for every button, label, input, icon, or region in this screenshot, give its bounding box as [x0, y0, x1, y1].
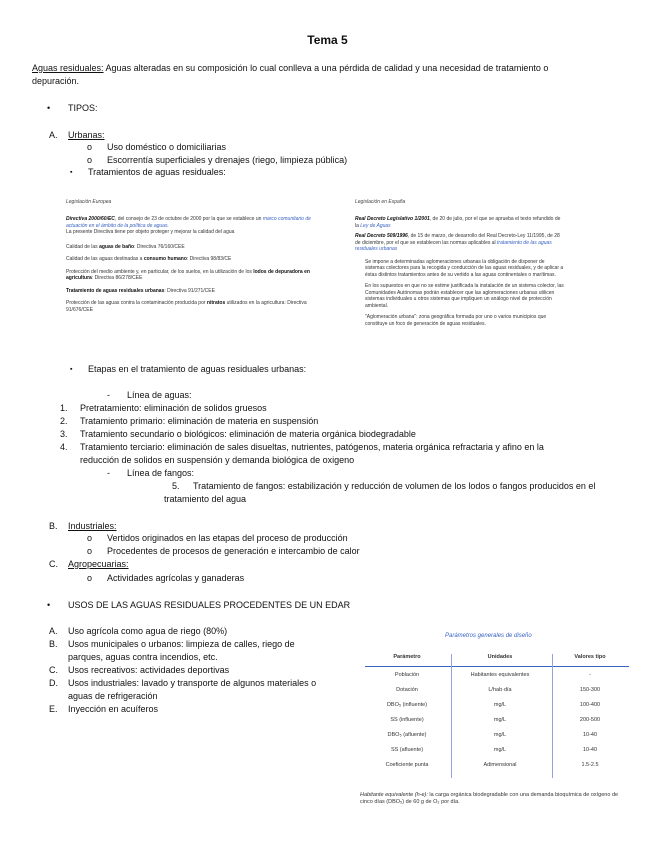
step-item: Tratamiento primario: eliminación de materia en suspensión — [80, 416, 319, 426]
intro-term: Aguas residuales: — [32, 63, 104, 73]
industriales-item: Procedentes de procesos de generación e intercambio de calor — [107, 546, 360, 556]
table-row — [365, 682, 629, 697]
table-cell: mg/L — [493, 717, 507, 723]
legislacion-europea — [66, 199, 311, 313]
linea-aguas: Línea de aguas: — [127, 390, 192, 400]
usos-marker: C. — [49, 665, 58, 675]
table-cell: mg/L — [493, 702, 507, 708]
usos-bullet: • — [47, 600, 51, 610]
rd-1-2001: Real Decreto Legislativo 1/2001, de 20 de julio, por el que se aprueba el texto refundido de la Ley de Aguas — [355, 216, 561, 229]
linea-fangos: Línea de fangos: — [127, 468, 195, 478]
usos-heading: USOS DE LAS AGUAS RESIDUALES PROCEDENTES DE UN EDAR — [68, 600, 351, 610]
step-item: Pretratamiento: eliminación de solidos gruesos — [80, 403, 267, 413]
page-title: Tema 5 — [307, 33, 348, 47]
list-bullet: o — [87, 546, 93, 556]
usos-item: Inyección en acuíferos — [68, 704, 159, 714]
usos-item: Usos recreativos: actividades deportivas — [68, 665, 230, 675]
directiva-urbanas: Tratamiento de aguas residuales urbanas: Directiva 91/271/CEE — [66, 287, 215, 294]
tipos-bullet: • — [47, 103, 51, 113]
directiva-consumo: Calidad de las aguas destinadas a consumo humano: Directiva 98/83/CE — [66, 256, 232, 262]
usos-item: Usos industriales: lavado y transporte de algunos materiales o — [68, 678, 317, 688]
step-item: Tratamiento de fangos: estabilización y reducción de volumen de los lodos o fangos producidos en el — [193, 481, 596, 491]
step-number: 4. — [60, 442, 68, 452]
directiva-2000-paragraph: Directiva 2000/60/EC, del consejo de 23 de octubre de 2000 por la que se establece un marco comunitario de actuación en el ámbito de la política de aguas. La presente Directiva tiene por objeto proteger y mejorar la calidad del agua — [66, 216, 311, 235]
table-cell: DBO₅ (afluente) — [387, 732, 427, 738]
table-cell: Coeficiente punta — [385, 762, 429, 768]
square-bullet: ▪ — [70, 366, 73, 373]
legislacion-espana-header: Legislación en España — [355, 199, 406, 205]
table-cell: 1.5-2.5 — [581, 762, 599, 768]
directiva-lodos: Protección del medio ambiente y, en particular, de los suelos, en la utilización de los lodos de depuradora en agricultura: Directiva 86/278/CEE — [66, 268, 310, 281]
step-item-continuation: tratamiento del agua — [164, 494, 247, 504]
directiva-nitratos: Protección de las aguas contra la contaminación producida por nitratos utilizados en la agricultura: Directiva 91/676/CEE — [66, 300, 307, 313]
dash-bullet: - — [107, 390, 110, 400]
directiva-bano: Calidad de las aguas de baño: Directiva 76/160/CEE — [66, 243, 185, 250]
rd-509-1996: Real Decreto 509/1996, de 15 de marzo, de desarrollo del Real Decreto-Ley 11/1995, de 28 de diciembre, por el que se establecen las normas aplicables al tratamiento de las aguas residuales urbanas — [355, 233, 560, 252]
etapas-label: Etapas en el tratamiento de aguas residuales urbanas: — [88, 364, 307, 374]
step-number: 1. — [60, 403, 68, 413]
table-row — [365, 727, 629, 742]
urbanas-marker: A. — [49, 130, 58, 140]
table-cell: 150-300 — [579, 687, 601, 693]
table-header: Unidades — [449, 651, 551, 667]
square-bullet: ▪ — [70, 169, 73, 176]
espana-aglomeracion: "Aglomeración urbana": zona geográfica formada por uno o varios municipios que constituye un foco de generación de aguas residuales. — [365, 314, 547, 327]
table-cell: Adimensional — [483, 762, 517, 768]
table-row — [365, 667, 629, 683]
urbanas-item: Escorrentía superficiales y drenajes (riego, limpieza pública) — [107, 155, 348, 165]
table-cell: Dotación — [396, 687, 418, 693]
usos-item: Usos municipales o urbanos: limpieza de calles, riego de — [68, 639, 295, 649]
step-item: Tratamiento terciario: eliminación de sales disueltas, nutrientes, patógenos, materia orgánica refractaria y afino en la — [80, 442, 544, 452]
usos-marker: E. — [49, 704, 58, 714]
espana-supuestos: En los supuestos en que no se estime justificada la instalación de un sistema colector, las Comunidades Autónomas podrán establecer que las aglomeraciones urbanas utilicen sistemas individuales u otros sistemas que impliquen un análogo nivel de protección ambiental. — [365, 283, 564, 309]
table-row — [365, 742, 629, 757]
table-cell: 100-400 — [579, 702, 601, 708]
table-divider — [552, 654, 553, 778]
table-row — [365, 697, 629, 712]
urbanas-label: Urbanas: — [68, 130, 105, 140]
urbanas-item: Uso doméstico o domiciliarias — [107, 142, 227, 152]
design-table — [365, 651, 629, 772]
table-cell: Población — [394, 672, 420, 678]
dash-bullet: - — [107, 468, 110, 478]
table-cell: SS (afluente) — [390, 747, 424, 753]
intro-line2: depuración. — [32, 76, 80, 86]
industriales-marker: B. — [49, 521, 58, 531]
table-cell: DBO₅ (influente) — [386, 702, 428, 708]
design-table-caption: Parámetros generales de diseño — [445, 633, 532, 639]
industriales-label: Industriales: — [68, 521, 117, 531]
list-bullet: o — [87, 533, 93, 543]
list-bullet: o — [87, 155, 93, 165]
table-divider — [451, 654, 452, 778]
usos-marker: D. — [49, 678, 58, 688]
usos-item-continuation: parques, aguas contra incendios, etc. — [68, 652, 218, 662]
step-item: Tratamiento secundario o biológicos: eliminación de materia orgánica biodegradable — [80, 429, 416, 439]
step-number: 2. — [60, 416, 68, 426]
treatment-label: Tratamientos de aguas residuales: — [88, 167, 226, 177]
table-cell: 10-40 — [582, 747, 598, 753]
usos-marker: B. — [49, 639, 58, 649]
intro-paragraph — [32, 62, 548, 74]
table-header: Parámetro — [365, 651, 449, 667]
design-table-footnote: Habitante equivalente (h-e): la carga orgánica biodegradable con una demanda bioquímica de oxígeno de cinco días (DBO₅) de 60 g de O₂ por día. — [360, 792, 619, 805]
table-cell: 10-40 — [582, 732, 598, 738]
intro-line1: Aguas alteradas en su composición lo cual conlleva a una pérdida de calidad y una necesidad de tratamiento o — [103, 63, 549, 73]
tipos-heading: TIPOS: — [68, 103, 98, 113]
legislacion-espana — [355, 199, 565, 327]
agropecuarias-marker: C. — [49, 559, 58, 569]
table-row — [365, 757, 629, 772]
legislacion-europea-header: Legislación Europea — [66, 199, 112, 205]
list-bullet: o — [87, 142, 93, 152]
industriales-item: Vertidos originados en las etapas del proceso de producción — [107, 533, 348, 543]
table-header: Valores tipo — [551, 651, 629, 667]
table-cell: mg/L — [493, 747, 507, 753]
table-cell: mg/L — [493, 732, 507, 738]
step-item-continuation: reducción de solidos en suspensión y demanda biológica de oxigeno — [80, 455, 355, 465]
table-cell: SS (influente) — [390, 717, 424, 723]
usos-marker: A. — [49, 626, 58, 636]
usos-item: Uso agrícola como agua de riego (80%) — [68, 626, 228, 636]
espana-obligacion: Se impone a determinadas aglomeraciones urbanas la obligación de disponer de sistemas colectores para la recogida y conducción de las aguas residuales, y de aplicar a éstas distintos tratamientos antes de su vertido a las aguas continentales o marítimas. — [365, 258, 564, 278]
table-cell: - — [589, 672, 591, 678]
table-cell: Habitantes equivalentes — [470, 672, 530, 678]
step-number: 3. — [60, 429, 68, 439]
agropecuarias-label: Agropecuarias: — [68, 559, 129, 569]
table-cell: L/hab·día — [488, 687, 512, 693]
table-cell: 200-500 — [579, 717, 601, 723]
table-row — [365, 712, 629, 727]
step-number: 5. — [172, 481, 180, 491]
list-bullet: o — [87, 573, 93, 583]
usos-item-continuation: aguas de refrigeración — [68, 691, 158, 701]
agropecuarias-item: Actividades agrícolas y ganaderas — [107, 573, 245, 583]
